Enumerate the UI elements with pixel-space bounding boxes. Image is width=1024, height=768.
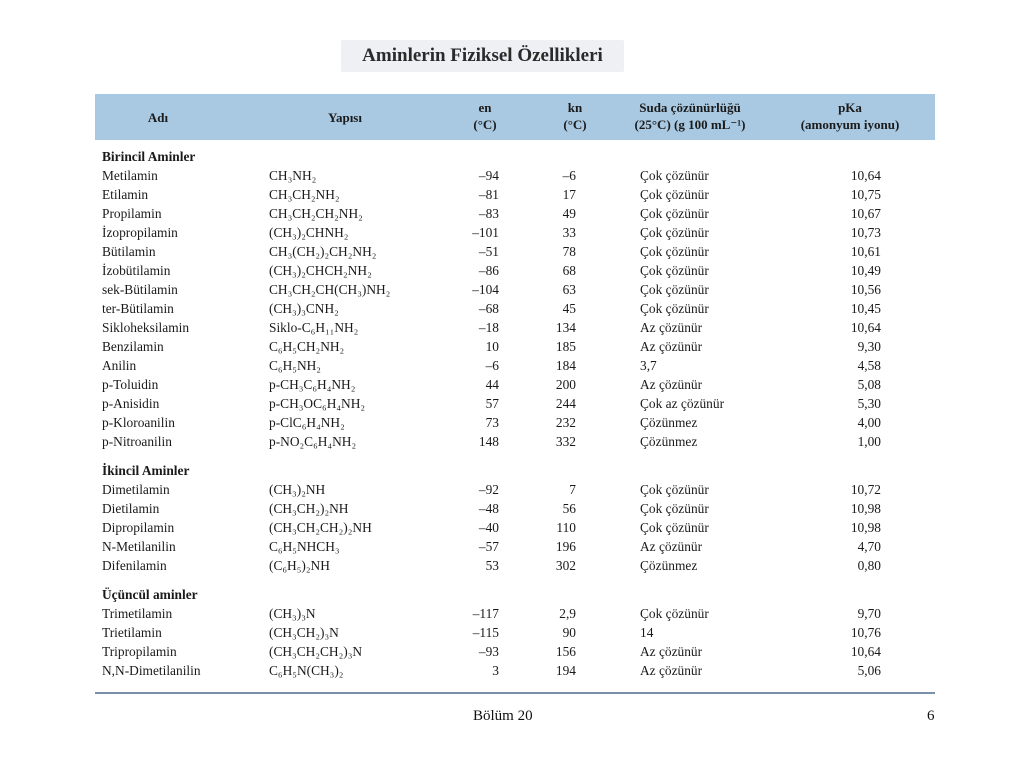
amine-name: p-Anisidin [102, 396, 160, 411]
pka-value: 5,30 [857, 396, 881, 411]
amine-name: Difenilamin [102, 558, 167, 573]
table-row [95, 318, 935, 337]
section-title: İkincil Aminler [102, 463, 190, 478]
melting-point: 44 [485, 377, 499, 392]
melting-point: –115 [472, 625, 499, 640]
amine-name: Sikloheksilamin [102, 320, 190, 335]
pka-value: 4,58 [857, 358, 881, 373]
boiling-point: 49 [562, 206, 576, 221]
slide-title: Aminlerin Fiziksel Özellikleri [341, 40, 624, 72]
pka-value: 10,72 [850, 482, 881, 497]
header-bp-unit: (°C) [563, 117, 587, 132]
table-row [95, 518, 935, 537]
section-spacer [95, 451, 935, 461]
melting-point: –6 [485, 358, 499, 373]
water-solubility: Az çözünür [640, 663, 703, 678]
melting-point: –48 [478, 501, 499, 516]
header-mp-unit: (°C) [473, 117, 497, 132]
boiling-point: 78 [562, 244, 576, 259]
boiling-point: 302 [555, 558, 576, 573]
amine-name: Benzilamin [102, 339, 164, 354]
amine-formula: (CH₃)₃N [269, 606, 316, 621]
pka-value: 9,30 [857, 339, 881, 354]
water-solubility: Çok çözünür [640, 482, 709, 497]
pka-value: 10,98 [850, 501, 881, 516]
boiling-point: 194 [555, 663, 576, 678]
melting-point: 57 [485, 396, 499, 411]
boiling-point: 45 [562, 301, 576, 316]
header-solubility-label: Suda çözünürlüğü [639, 100, 741, 115]
amine-name: Dipropilamin [102, 520, 175, 535]
pka-value: 10,73 [850, 225, 881, 240]
amine-name: Propilamin [102, 206, 162, 221]
melting-point: 53 [485, 558, 499, 573]
amine-formula: (CH₃)₃CNH₂ [269, 301, 339, 316]
amine-formula: (CH₃)₂CHNH₂ [269, 225, 349, 240]
table-row [95, 375, 935, 394]
table-row [95, 661, 935, 680]
amine-name: p-Toluidin [102, 377, 159, 392]
boiling-point: 244 [555, 396, 576, 411]
pka-value: 10,76 [850, 625, 881, 640]
water-solubility: Çok çözünür [640, 301, 709, 316]
amine-formula: (CH₃CH₂)₂NH [269, 501, 349, 516]
boiling-point: 110 [556, 520, 576, 535]
water-solubility: Az çözünür [640, 339, 703, 354]
melting-point: –93 [478, 644, 499, 659]
section-title: Birincil Aminler [102, 149, 196, 164]
table-row [95, 604, 935, 623]
header-formula: Yapısı [328, 110, 362, 125]
section-heading [95, 461, 935, 480]
pka-value: 4,70 [857, 539, 881, 554]
pka-value: 10,61 [850, 244, 881, 259]
amine-formula: p-CH₃OC₆H₄NH₂ [269, 396, 366, 411]
amine-name: Bütilamin [102, 244, 156, 259]
melting-point: –104 [472, 282, 499, 297]
table-row [95, 356, 935, 375]
melting-point: –40 [478, 520, 499, 535]
boiling-point: 185 [555, 339, 576, 354]
section-heading [95, 585, 935, 604]
table-row [95, 394, 935, 413]
pka-value: 10,75 [850, 187, 881, 202]
boiling-point: 184 [555, 358, 576, 373]
amine-name: Metilamin [102, 168, 158, 183]
melting-point: –83 [478, 206, 499, 221]
table-row [95, 480, 935, 499]
table-row [95, 499, 935, 518]
melting-point: –92 [478, 482, 499, 497]
pka-value: 10,64 [850, 644, 881, 659]
water-solubility: Çok az çözünür [640, 396, 725, 411]
footer-chapter: Bölüm 20 [473, 708, 533, 724]
amine-formula: p-NO₂C₆H₄NH₂ [269, 434, 357, 449]
section-heading [95, 147, 935, 166]
amine-name: Anilin [102, 358, 137, 373]
table-header [95, 94, 935, 140]
header-solubility-unit: (25°C) (g 100 mL⁻¹) [634, 117, 746, 132]
pka-value: 10,67 [850, 206, 881, 221]
water-solubility: Çözünmez [640, 434, 698, 449]
pka-value: 1,00 [857, 434, 881, 449]
table-row [95, 280, 935, 299]
header-pka-unit: (amonyum iyonu) [800, 117, 900, 132]
pka-value: 10,64 [850, 168, 881, 183]
amine-name: Trietilamin [102, 625, 162, 640]
water-solubility: Çok çözünür [640, 225, 709, 240]
amine-name: Dimetilamin [102, 482, 170, 497]
water-solubility: Az çözünür [640, 539, 703, 554]
amine-formula: (CH₃CH₂CH₂)₂NH [269, 520, 372, 535]
amine-name: sek-Bütilamin [102, 282, 178, 297]
amine-name: İzopropilamin [102, 225, 178, 240]
melting-point: –51 [478, 244, 499, 259]
amine-formula: p-CH₃C₆H₄NH₂ [269, 377, 356, 392]
water-solubility: Çözünmez [640, 415, 698, 430]
table-row [95, 261, 935, 280]
table-row [95, 204, 935, 223]
amine-formula: (CH₃CH₂)₃N [269, 625, 339, 640]
amine-name: Dietilamin [102, 501, 160, 516]
amine-formula: CH₃CH₂CH(CH₃)NH₂ [269, 282, 391, 297]
water-solubility: Az çözünür [640, 320, 703, 335]
boiling-point: 134 [555, 320, 576, 335]
boiling-point: 2,9 [559, 606, 576, 621]
melting-point: –68 [478, 301, 499, 316]
amine-formula: CH₃NH₂ [269, 168, 317, 183]
header-bp-label: kn [567, 100, 583, 115]
amine-formula: (CH₃)₂CHCH₂NH₂ [269, 263, 372, 278]
boiling-point: 68 [562, 263, 576, 278]
table-row [95, 223, 935, 242]
boiling-point: 90 [562, 625, 576, 640]
water-solubility: Çok çözünür [640, 282, 709, 297]
water-solubility: 3,7 [640, 358, 657, 373]
boiling-point: 63 [562, 282, 576, 297]
water-solubility: 14 [640, 625, 654, 640]
amine-name: İzobütilamin [102, 263, 171, 278]
header-mp-label: en [478, 100, 492, 115]
amine-formula: (CH₃CH₂CH₂)₃N [269, 644, 363, 659]
amine-formula: Siklo-C₆H₁₁NH₂ [269, 320, 359, 335]
table-row [95, 642, 935, 661]
water-solubility: Çok çözünür [640, 168, 709, 183]
table-body [95, 147, 935, 680]
melting-point: –86 [478, 263, 499, 278]
boiling-point: 200 [555, 377, 576, 392]
water-solubility: Çok çözünür [640, 263, 709, 278]
pka-value: 9,70 [857, 606, 881, 621]
amine-formula: C₆H₅CH₂NH₂ [269, 339, 345, 354]
amine-formula: C₆H₅NH₂ [269, 358, 321, 373]
table-row [95, 337, 935, 356]
amine-name: ter-Bütilamin [102, 301, 174, 316]
boiling-point: –6 [562, 168, 576, 183]
melting-point: –57 [478, 539, 499, 554]
melting-point: –81 [478, 187, 499, 202]
boiling-point: 156 [555, 644, 576, 659]
melting-point: –117 [472, 606, 499, 621]
table-row [95, 166, 935, 185]
boiling-point: 7 [569, 482, 576, 497]
table-row [95, 537, 935, 556]
table-row [95, 185, 935, 204]
amine-formula: CH₃CH₂NH₂ [269, 187, 340, 202]
amine-properties-table [95, 94, 935, 694]
water-solubility: Çok çözünür [640, 520, 709, 535]
amine-formula: p-ClC₆H₄NH₂ [269, 415, 345, 430]
pka-value: 10,56 [850, 282, 881, 297]
table-row [95, 242, 935, 261]
boiling-point: 17 [562, 187, 576, 202]
water-solubility: Çok çözünür [640, 187, 709, 202]
table-row [95, 432, 935, 451]
pka-value: 4,00 [857, 415, 881, 430]
amine-formula: C₆H₅NHCH₃ [269, 539, 340, 554]
melting-point: –18 [478, 320, 499, 335]
water-solubility: Çok çözünür [640, 606, 709, 621]
section-spacer [95, 575, 935, 585]
amine-formula: (CH₃)₂NH [269, 482, 326, 497]
boiling-point: 56 [562, 501, 576, 516]
amine-formula: CH₃(CH₂)₂CH₂NH₂ [269, 244, 377, 259]
amine-name: p-Nitroanilin [102, 434, 172, 449]
table-row [95, 413, 935, 432]
amine-name: Trimetilamin [102, 606, 173, 621]
header-name: Adı [147, 110, 169, 125]
amine-formula: (C₆H₅)₂NH [269, 558, 330, 573]
melting-point: 10 [485, 339, 499, 354]
amine-name: Etilamin [102, 187, 149, 202]
melting-point: –101 [472, 225, 499, 240]
footer-page-number: 6 [927, 708, 935, 724]
amine-name: p-Kloroanilin [102, 415, 175, 430]
amine-formula: CH₃CH₂CH₂NH₂ [269, 206, 363, 221]
pka-value: 5,06 [857, 663, 881, 678]
pka-value: 10,45 [850, 301, 881, 316]
melting-point: 148 [478, 434, 499, 449]
table-row [95, 623, 935, 642]
melting-point: 73 [485, 415, 499, 430]
table-row [95, 299, 935, 318]
boiling-point: 33 [562, 225, 576, 240]
melting-point: 3 [492, 663, 499, 678]
amine-name: N-Metilanilin [102, 539, 176, 554]
water-solubility: Çok çözünür [640, 244, 709, 259]
boiling-point: 232 [555, 415, 576, 430]
pka-value: 10,49 [850, 263, 881, 278]
amine-name: N,N-Dimetilanilin [102, 663, 201, 678]
water-solubility: Az çözünür [640, 377, 703, 392]
boiling-point: 196 [555, 539, 576, 554]
table-row [95, 556, 935, 575]
water-solubility: Çözünmez [640, 558, 698, 573]
water-solubility: Çok çözünür [640, 501, 709, 516]
pka-value: 0,80 [857, 558, 881, 573]
header-pka-label: pKa [838, 100, 862, 115]
pka-value: 10,64 [850, 320, 881, 335]
pka-value: 10,98 [850, 520, 881, 535]
amine-name: Tripropilamin [102, 644, 177, 659]
amine-formula: C₆H₅N(CH₃)₂ [269, 663, 344, 678]
pka-value: 5,08 [857, 377, 881, 392]
melting-point: –94 [478, 168, 499, 183]
water-solubility: Çok çözünür [640, 206, 709, 221]
section-title: Üçüncül aminler [102, 587, 198, 602]
boiling-point: 332 [555, 434, 576, 449]
water-solubility: Az çözünür [640, 644, 703, 659]
